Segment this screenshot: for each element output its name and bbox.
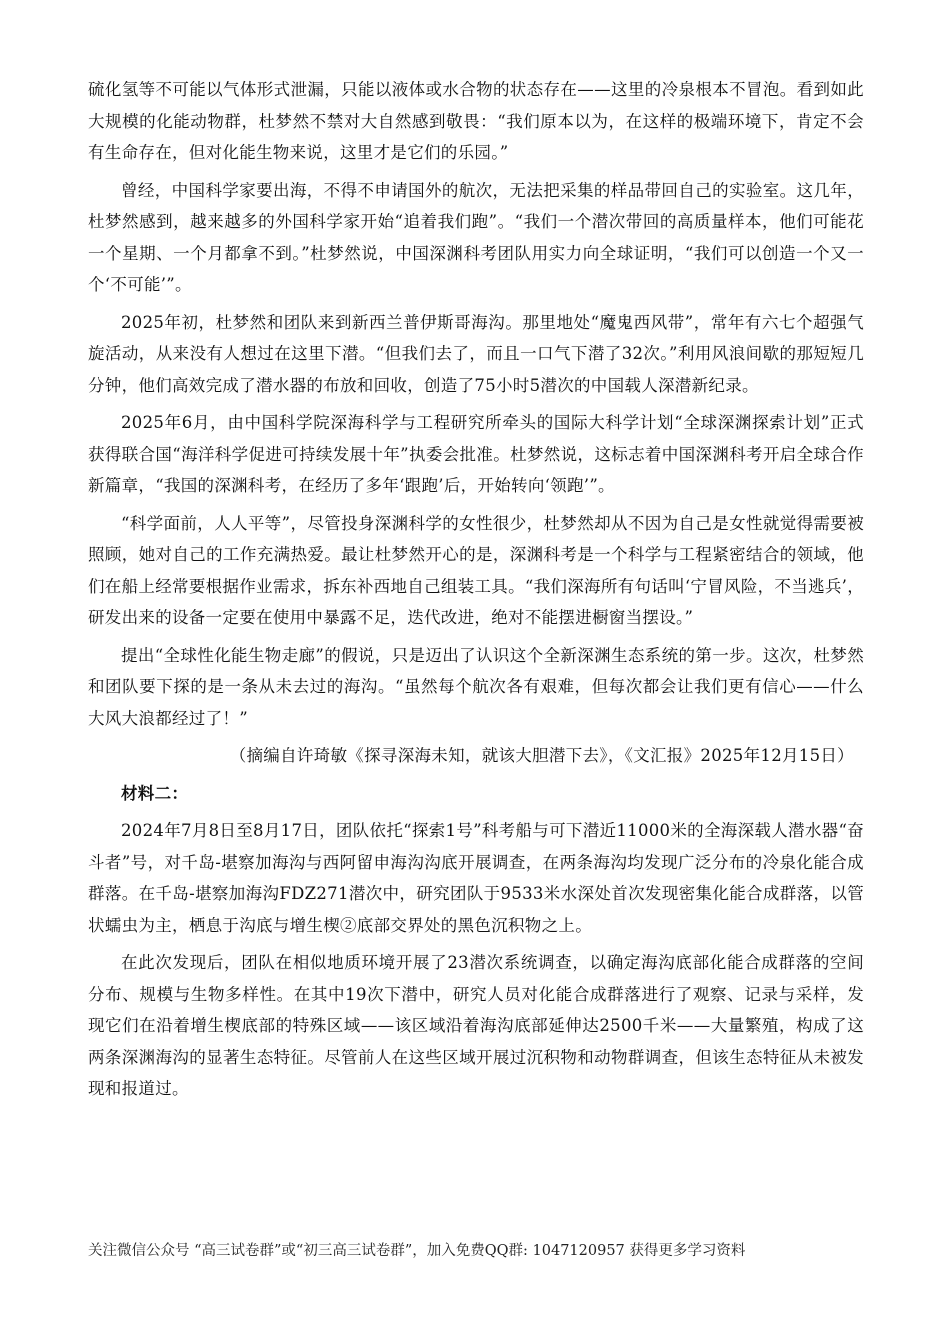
- paragraph: “科学面前，人人平等”，尽管投身深渊科学的女性很少，杜梦然却从不因为自己是女性就觉得需要被照顾，她对自己的工作充满热爱。最让杜梦然开心的是，深渊科考是一个科学与工程紧密结合的领域，他们在船上经常要根据作业需求，拆东补西地自己组装工具。“我们深海所有句话叫‘宁冒风险，不当逃兵’，研发出来的设备一定要在使用中暴露不足，迭代改进，绝对不能摆进橱窗当摆设。”: [88, 513, 864, 627]
- source-citation: （摘编自许琦敏《探寻深海未知，就该大胆潜下去》，《文汇报》2025年12月15日）: [229, 746, 854, 765]
- paragraph: 曾经，中国科学家要出海，不得不申请国外的航次，无法把采集的样品带回自己的实验室。这几年，杜梦然感到，越来越多的外国科学家开始“追着我们跑”。“我们一个潜次带回的高质量样本，他们可能花一个星期、一个月都拿不到。”杜梦然说，中国深渊科考团队用实力向全球证明，“我们可以创造一个又一个‘不可能’”。: [88, 180, 864, 294]
- paragraph-continuation: 硫化氢等不可能以气体形式泄漏，只能以液体或水合物的状态存在——这里的冷泉根本不冒泡。看到如此大规模的化能动物群，杜梦然不禁对大自然感到敬畏：“我们原本以为，在这样的极端环境下，肯定不会有生命存在，但对化能生物来说，这里才是它们的乐园。”: [88, 80, 864, 162]
- paragraph: 提出“全球性化能生物走廊”的假说，只是迈出了认识这个全新深渊生态系统的第一步。这次，杜梦然和团队要下探的是一条从未去过的海沟。“虽然每个航次各有艰难，但每次都会让我们更有信心——什么大风大浪都经过了！”: [88, 645, 864, 728]
- paragraph: 2025年初，杜梦然和团队来到新西兰普伊斯哥海沟。那里地处“魔鬼西风带”，常年有六七个超强气旋活动，从来没有人想过在这里下潜。“但我们去了，而且一口气下潜了32次。”利用风浪间歇的那短短几分钟，他们高效完成了潜水器的布放和回收，创造了75小时5潜次的中国载人深潜新纪录。: [88, 312, 864, 395]
- paragraph: 在此次发现后，团队在相似地质环境开展了23潜次系统调查，以确定海沟底部化能合成群落的空间分布、规模与生物多样性。在其中19次下潜中，研究人员对化能合成群落进行了观察、记录与采样，发现它们在沿着增生楔底部的特殊区域——该区域沿着海沟底部延伸达2500千米——大量繁殖，构成了这两条深渊海沟的显著生态特征。尽管前人在这些区域开展过沉积物和动物群调查，但该生态特征从未被发现和报道过。: [88, 953, 864, 1098]
- article-body: [88, 74, 864, 1111]
- page-footer: 关注微信公众号 “高三试卷群”或“初三高三试卷群”，加入免费QQ群: 1047120957 获得更多学习资料: [88, 1243, 746, 1259]
- section-heading: 材料二：: [121, 783, 189, 803]
- paragraph: 2024年7月8日至8月17日，团队依托“探索1号”科考船与可下潜近11000米的全海深载人潜水器“奋斗者”号，对千岛-堪察加海沟与西阿留申海沟沟底开展调查，在两条海沟均发现广泛分布的冷泉化能合成群落。在千岛-堪察加海沟FDZ271潜次中，研究团队于9533米水深处首次发现密集化能合成群落，以管状蠕虫为主，栖息于沟底与增生楔②底部交界处的黑色沉积物之上。: [88, 821, 864, 935]
- paragraph: 2025年6月，由中国科学院深海科学与工程研究所牵头的国际大科学计划“全球深渊探索计划”正式获得联合国“海洋科学促进可持续发展十年”执委会批准。杜梦然说，这标志着中国深渊科考开启全球合作新篇章，“我国的深渊科考，在经历了多年‘跟跑’后，开始转向‘领跑’”。: [88, 413, 864, 495]
